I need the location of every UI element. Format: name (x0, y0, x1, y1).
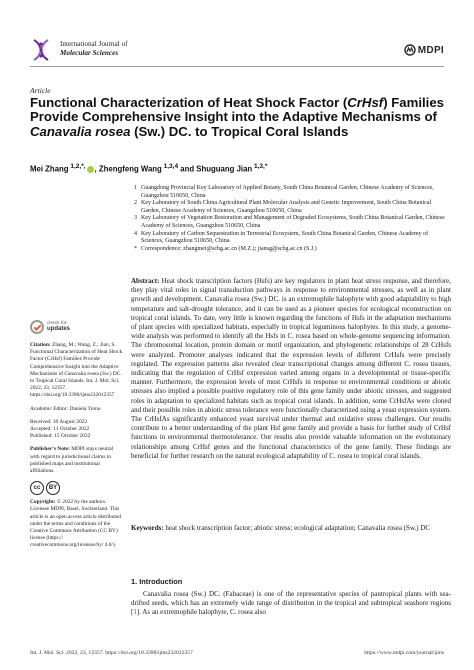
publisher-name: MDPI (417, 44, 444, 56)
dna-molecule-icon (30, 38, 52, 62)
cc-by-license-badge[interactable] (30, 481, 60, 495)
intro-paragraph: Canavalia rosea (Sw.) DC. (Fabaceae) is one of the representative species of pantropical plants with sea-drifted seeds, which has an extremely wide range of distribution in the tropical and subtropical seashore regions [1]. As an extremophile halophyte, C. rosea also (131, 590, 451, 617)
footer-citation[interactable]: Int. J. Mol. Sci. 2022, 23, 12357. https://doi.org/10.3390/ijms232012357 (30, 650, 193, 656)
abstract-label: Abstract: (131, 277, 160, 285)
author-name[interactable]: , Zhengfeng Wang (94, 164, 162, 174)
page-footer (30, 650, 444, 656)
footer-journal-url[interactable]: https://www.mdpi.com/journal/ijms (364, 650, 444, 656)
copyright: Copyright: © 2022 by the authors. Licensee MDPI, Basel, Switzerland. This article is an open access article distributed under the terms and conditions of the Creative Commons Attribution (CC BY) license (https:// creativecommons.org/licenses/by/ 4.0/). (30, 499, 122, 549)
affiliation-item: 4 Key Laboratory of Carbon Sequestration in Terrestrial Ecosystem, South China Botanical Garden, Chinese Academy of Sciences, Guangzhou 510650, China (134, 230, 429, 245)
check-updates-icon (30, 320, 44, 334)
check-for-updates-button[interactable]: check for updates (30, 320, 70, 334)
reference-link[interactable]: 1 (133, 608, 137, 617)
affiliation-item: 1 Guangdong Provincial Key Laboratory of Applied Botany, South China Botanical Garden, Chinese Academy of Sciences, Guangzhou 510650, China (134, 185, 434, 199)
keywords-label: Keywords: (131, 524, 164, 532)
journal-line2: Molecular Sciences (60, 49, 119, 57)
author-name[interactable]: and Shuguang Jian (178, 164, 253, 174)
dates: Received: 30 August 2022 Accepted: 11 October 2022 Published: 15 October 2022 (30, 418, 91, 440)
publisher-logo[interactable] (404, 44, 444, 56)
keywords (131, 524, 451, 533)
publisher-note: Publisher’s Note: MDPI stays neutral with regard to jurisdictional claims in published maps and institutional affiliations. (30, 446, 114, 475)
affiliations (131, 185, 451, 253)
keywords-text: heat shock transcription factor; abiotic stress; ecological adaptation; Canavalia rosea (Sw.) DC (165, 524, 431, 532)
header-divider (30, 66, 444, 67)
by-icon: BY (46, 481, 60, 495)
article-type: Article (30, 86, 51, 95)
section-heading: 1. Introduction (131, 577, 183, 586)
affiliation-item: 2 Key Laboratory of South China Agricultural Plant Molecular Analysis and Genetic Improvement, South China Botanical Garden, Chinese Academy of Sciences, Guangzhou 510650, China (134, 200, 432, 214)
paper-title: Functional Characterization of Heat Shock Factor (CrHsf) Families Provide Comprehensive Insight into the Adaptive Mechanisms of Canavalia rosea (Sw.) DC. to Tropical Coral Islands (30, 95, 445, 139)
citation: Citation: Zhang, M.; Wang, Z.; Jian, S. Functional Characterization of Heat Shock Factor (CrHsf) Families Provide Comprehensive Insight into the Adaptive Mechanisms of Canavalia rosea (Sw.) DC. to Tropical Coral Islands. Int. J. Mol. Sci. 2022, 23, 12357. https://doi.org/10.3390/ijms232012357 (30, 342, 123, 399)
abstract-text: Heat shock transcription factors (Hsfs) are key regulators in plant heat stress response, and therefore, they play vital roles in signal transduction pathways in response to environmental stresses, as well as in plant growth and development. Canavalia rosea (Sw.) DC. is an extremophile halophyte with good adaptability to high temperature and salt-drought tolerance, and it can be used as a pioneer species for ecological reconstruction on tropical coral islands. To date, very little is known regarding the functions of Hsfs in the adaptation mechanisms of plant species with specialized habitats, especially in tropical leguminous halophytes. In this study, a genome-wide analysis was performed to identify all the Hsfs in C. rosea based on whole-genome sequencing information. The chromosomal location, protein domain or motif organization, and phylogenetic relationships of 28 CrHsfs were analyzed. Promoter analyses indicated that the expression levels of different CrHsfs were precisely regulated. The expression patterns also revealed clear transcriptional changes among different C. rosea tissues, indicating that the regulation of CrHsf expression varied among organs in a developmental or tissue-specific manner. Furthermore, the expression levels of most CrHsfs in response to environmental conditions or abiotic stresses also implied a possible positive regulatory role of this gene family under abiotic stresses, and suggested roles in adaptation to specialized habitats such as tropical coral islands. In addition, some CrHsfAs were cloned and their possible roles in abiotic stress tolerance were functionally characterized using a yeast expression system. The CrHsfAs significantly enhanced yeast survival under thermal and oxidative stress challenges. Our results contribute to a better understanding of the plant Hsf gene family and provide a basis for further study of CrHsf functions in environmental thermotolerance. Our results also provide valuable information on the evolutionary relationships among CrHsf genes and the functional characteristics of the gene family. These findings are beneficial for further research on the natural ecological adaptability of C. rosea to tropical coral islands. (131, 277, 451, 460)
author-name[interactable]: Mei Zhang (30, 164, 69, 174)
cc-icon: cc (30, 481, 44, 495)
correspondence[interactable]: * Correspondence: zhangmei@scbg.ac.cn (M.Z.); jiansg@scbg.ac.cn (S.J.) (134, 245, 317, 252)
author-list: Mei Zhang $^{1,2,*,}$ , Zhengfeng Wang $^{1,3,4}$ and Shuguang Jian $^{1,3,*}$ (30, 163, 268, 174)
academic-editor: Academic Editor: Daniela Trono (30, 405, 101, 412)
journal-name[interactable] (60, 40, 127, 58)
journal-line1: International Journal of (60, 40, 128, 48)
article-info (30, 342, 124, 556)
mdpi-logo-icon (404, 44, 416, 56)
affiliation-item: 3 Key Laboratory of Vegetation Restoration and Management of Degraded Ecosystems, South China Botanical Garden, Chinese Academy of Sciences, Guangzhou 510650, China (134, 215, 445, 229)
abstract (131, 277, 451, 461)
orcid-icon[interactable] (87, 166, 94, 173)
